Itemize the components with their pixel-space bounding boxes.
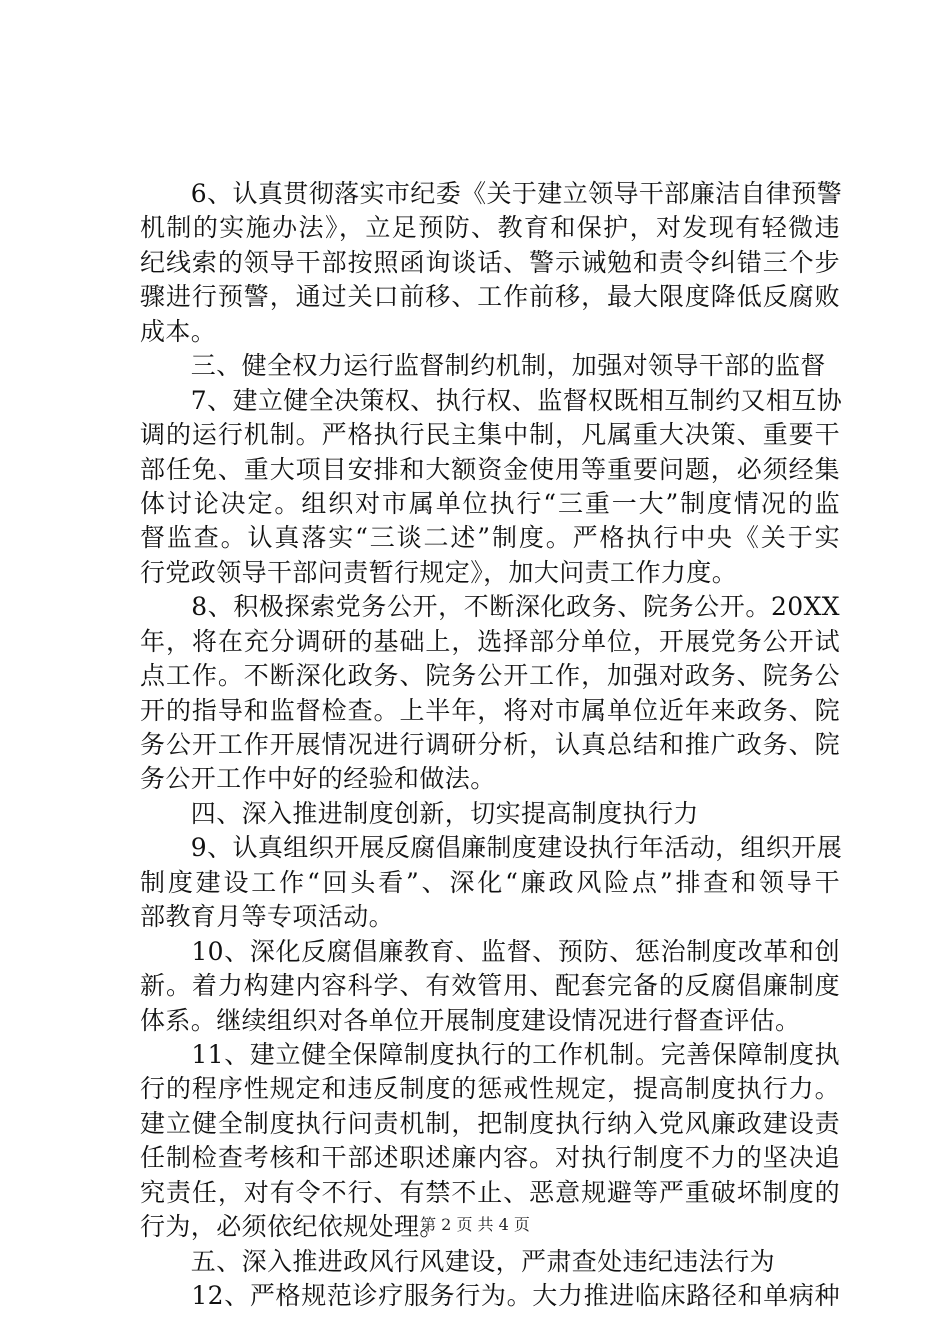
text-line: 年，将在充分调研的基础上，选择部分单位，开展党务公开试 <box>140 626 840 656</box>
text-line: 务公开工作中好的经验和做法。 <box>140 764 496 794</box>
document-body <box>140 177 843 1313</box>
text-line: 纪线索的领导干部按照函询谈话、警示诫勉和责令纠错三个步 <box>140 247 840 277</box>
text-line: 机制的实施办法》，立足预防、教育和保护，对发现有轻微违 <box>140 213 840 243</box>
text-line: 9、认真组织开展反腐倡廉制度建设执行年活动，组织开展 <box>140 833 843 863</box>
text-line: 部教育月等专项活动。 <box>140 902 395 932</box>
text-line: 开的指导和监督检查。上半年，将对市属单位近年来政务、院 <box>140 695 840 725</box>
text-line: 任制检查考核和干部述职述廉内容。对执行制度不力的坚决追 <box>140 1143 840 1173</box>
text-line: 建立健全制度执行问责机制，把制度执行纳入党风廉政建设责 <box>140 1108 840 1138</box>
text-line: 行的程序性规定和违反制度的惩戒性规定，提高制度执行力。 <box>140 1074 840 1104</box>
page-footer: 第 2 页 共 4 页 <box>420 1215 530 1234</box>
text-line: 10、深化反腐倡廉教育、监督、预防、惩治制度改革和创 <box>140 936 840 966</box>
text-line: 成本。 <box>140 316 217 346</box>
text-line: 务公开工作开展情况进行调研分析，认真总结和推广政务、院 <box>140 730 840 759</box>
text-line: 调的运行机制。严格执行民主集中制，凡属重大决策、重要干 <box>140 420 840 450</box>
text-line: 督监查。认真落实“三谈二述”制度。严格执行中央《关于实 <box>140 523 840 553</box>
text-line: 体讨论决定。组织对市属单位执行“三重一大”制度情况的监 <box>140 488 840 518</box>
text-line: 五、深入推进政风行风建设，严肃查处违纪违法行为 <box>140 1246 776 1276</box>
text-line: 三、健全权力运行监督制约机制，加强对领导干部的监督 <box>140 351 826 381</box>
text-line: 行党政领导干部问责暂行规定》，加大问责工作力度。 <box>140 557 738 587</box>
text-line: 制度建设工作“回头看”、深化“廉政风险点”排查和领导干 <box>140 867 840 897</box>
text-line: 究责任，对有令不行、有禁不止、恶意规避等严重破坏制度的 <box>140 1177 840 1207</box>
text-line: 11、建立健全保障制度执行的工作机制。完善保障制度执 <box>140 1039 840 1069</box>
text-line: 体系。继续组织对各单位开展制度建设情况进行督查评估。 <box>140 1005 801 1035</box>
text-line: 12、严格规范诊疗服务行为。大力推进临床路径和单病种 <box>140 1281 840 1310</box>
text-line: 四、深入推进制度创新，切实提高制度执行力 <box>140 798 699 828</box>
text-line: 7、建立健全决策权、执行权、监督权既相互制约又相互协 <box>140 385 843 415</box>
text-line: 骤进行预警，通过关口前移、工作前移，最大限度降低反腐败 <box>140 282 840 312</box>
text-line: 部任免、重大项目安排和大额资金使用等重要问题，必须经集 <box>140 454 840 484</box>
text-line: 6、认真贯彻落实市纪委《关于建立领导干部廉洁自律预警 <box>140 179 843 208</box>
text-line: 新。着力构建内容科学、有效管用、配套完备的反腐倡廉制度 <box>140 971 840 1001</box>
text-line: 行为，必须依纪依规处理。 <box>140 1212 445 1242</box>
text-line: 8、积极探索党务公开，不断深化政务、院务公开。20XX <box>140 592 840 622</box>
text-line: 点工作。不断深化政务、院务公开工作，加强对政务、院务公 <box>140 661 840 691</box>
